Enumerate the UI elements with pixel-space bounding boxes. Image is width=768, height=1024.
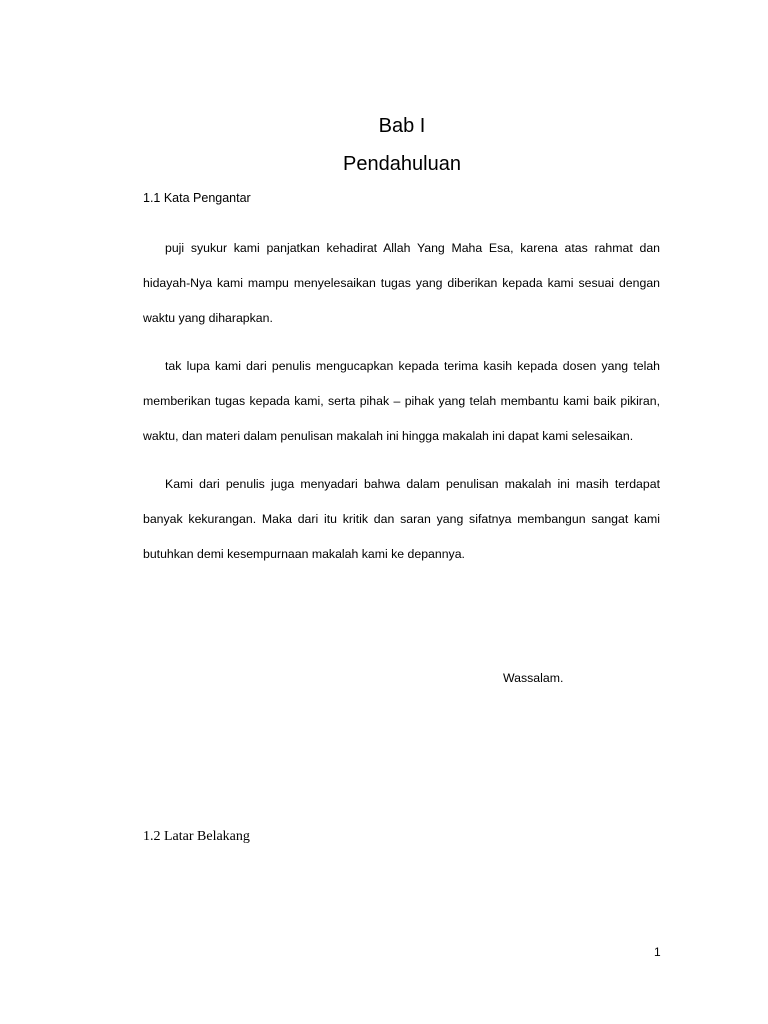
body-text [143,231,660,585]
chapter-label: Bab I [378,115,426,137]
closing-text: Wassalam. [503,671,564,685]
paragraph: puji syukur kami panjatkan kehadirat Allah Yang Maha Esa, karena atas rahmat dan hidayah-Nya kami mampu menyelesaikan tugas yang diberikan kepada kami sesuai dengan waktu yang diharapkan. [143,241,660,325]
paragraph: Kami dari penulis juga menyadari bahwa dalam penulisan makalah ini masih terdapat banyak kekurangan. Maka dari itu kritik dan saran yang sifatnya membangun sangat kami butuhkan demi kesempurnaan makalah kami ke depannya. [143,477,660,561]
section-heading-kata-pengantar: 1.1 Kata Pengantar [143,191,251,205]
page-number: 1 [654,945,661,959]
paragraph: tak lupa kami dari penulis mengucapkan kepada terima kasih kepada dosen yang telah memberikan tugas kepada kami, serta pihak – pihak yang telah membantu kami baik pikiran, waktu, dan materi dalam penulisan makalah ini hingga makalah ini dapat kami selesaikan. [143,359,660,443]
chapter-title: Pendahuluan [343,153,461,175]
section-heading-latar-belakang: 1.2 Latar Belakang [143,829,250,844]
